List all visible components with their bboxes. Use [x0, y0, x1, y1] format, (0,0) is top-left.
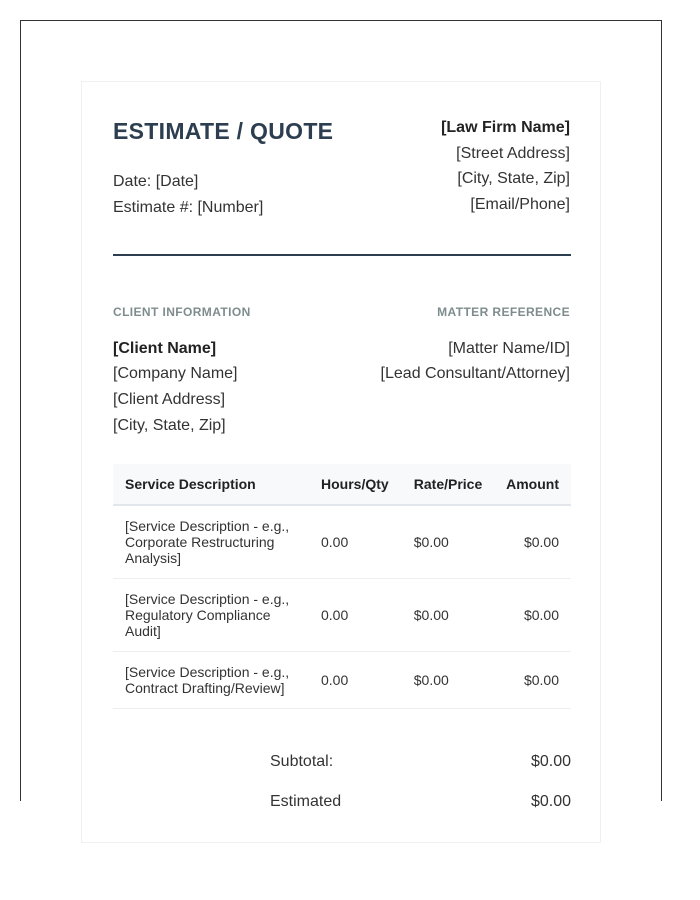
- date-line: Date: [Date]: [113, 173, 199, 190]
- subtotal-value: $0.00: [530, 753, 571, 770]
- estimated-row: [270, 792, 571, 832]
- row-amount: $0.00: [495, 652, 571, 709]
- client-company: [Company Name]: [113, 365, 238, 383]
- estimated-label: Estimated: [270, 793, 342, 810]
- row-rate: $0.00: [402, 505, 496, 579]
- table-row: [113, 505, 571, 579]
- table-header-row: [113, 464, 571, 505]
- firm-city: [City, State, Zip]: [457, 170, 570, 187]
- estimate-number-line: Estimate #: [Number]: [113, 199, 264, 216]
- estimate-document: [81, 81, 601, 843]
- header-description: Service Description: [113, 464, 309, 505]
- header-amount: Amount: [495, 464, 571, 505]
- header-divider: [113, 254, 571, 256]
- row-description: [Service Description - e.g., Contract Drafting/Review]: [113, 652, 309, 709]
- subtotal-row: [270, 752, 571, 792]
- client-heading: CLIENT INFORMATION: [113, 305, 251, 319]
- table-row: [113, 652, 571, 709]
- firm-name: [Law Firm Name]: [441, 119, 570, 136]
- totals-section: [270, 752, 571, 832]
- document-meta: [113, 169, 263, 221]
- subtotal-label: Subtotal:: [270, 753, 334, 770]
- row-hours: 0.00: [309, 652, 402, 709]
- matter-name: [Matter Name/ID]: [448, 339, 570, 357]
- row-hours: 0.00: [309, 579, 402, 652]
- client-name: [Client Name]: [113, 339, 217, 357]
- document-title: ESTIMATE / QUOTE: [113, 118, 334, 144]
- matter-info: [381, 300, 570, 387]
- row-rate: $0.00: [402, 579, 496, 652]
- matter-heading: MATTER REFERENCE: [437, 305, 570, 319]
- services-table: [113, 464, 571, 709]
- client-city: [City, State, Zip]: [113, 416, 226, 434]
- header-hours: Hours/Qty: [309, 464, 402, 505]
- client-address: [Client Address]: [113, 391, 226, 409]
- firm-info: [441, 115, 570, 217]
- firm-street: [Street Address]: [456, 144, 570, 162]
- row-amount: $0.00: [495, 505, 571, 579]
- row-description: [Service Description - e.g., Regulatory Compliance Audit]: [113, 579, 309, 652]
- row-hours: 0.00: [309, 505, 402, 579]
- document-viewport[interactable]: [20, 20, 662, 810]
- firm-contact: [Email/Phone]: [470, 195, 570, 213]
- row-amount: $0.00: [495, 579, 571, 652]
- table-row: [113, 579, 571, 652]
- row-rate: $0.00: [402, 652, 496, 709]
- client-info: [113, 300, 251, 439]
- estimated-value: $0.00: [530, 793, 571, 810]
- matter-lead: [Lead Consultant/Attorney]: [380, 365, 570, 383]
- row-description: [Service Description - e.g., Corporate Restructuring Analysis]: [113, 505, 309, 579]
- header-rate: Rate/Price: [402, 464, 496, 505]
